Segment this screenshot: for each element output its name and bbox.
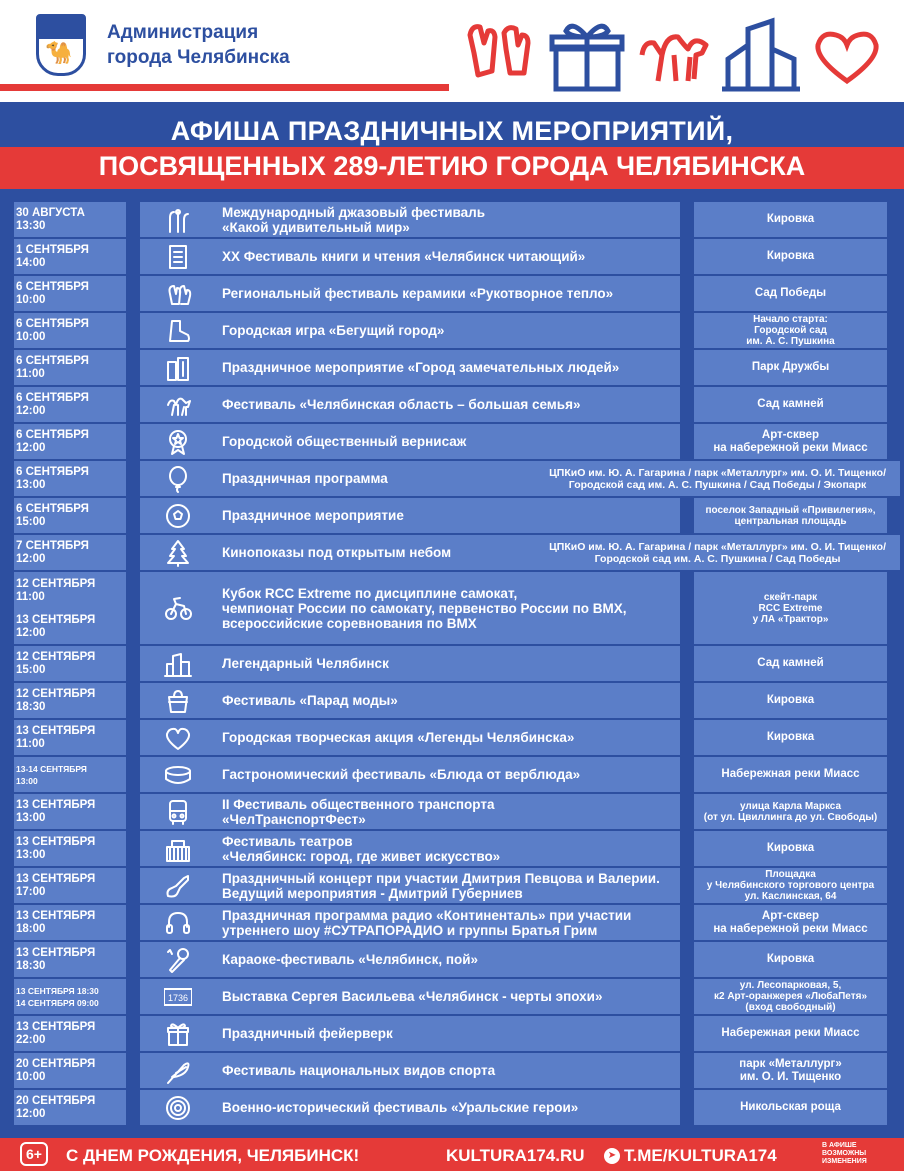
event-date: 13 СЕНТЯБРЯ 11:00 bbox=[16, 725, 96, 750]
event-venue: Площадка у Челябинского торгового центра ул. Каслинская, 64 bbox=[706, 869, 875, 902]
event-venue: ЦПКиО им. Ю. А. Гагарина / парк «Металлург» им. О. И. Тищенко/ Городской сад им. А. С. Пушкина / Сад Победы bbox=[549, 541, 886, 565]
poster-title-line2: ПОСВЯЩЕННЫХ 289-ЛЕТИЮ ГОРОДА ЧЕЛЯБИНСКА bbox=[98, 151, 806, 181]
event-row bbox=[0, 942, 904, 977]
event-title: Выставка Сергея Васильева «Челябинск - черты эпохи» bbox=[222, 989, 603, 1004]
event-date: 7 СЕНТЯБРЯ 12:00 bbox=[16, 540, 89, 565]
event-title: Гастрономический фестиваль «Блюда от верблюда» bbox=[222, 767, 581, 782]
event-title: Региональный фестиваль керамики «Рукотворное тепло» bbox=[222, 286, 614, 301]
telegram-icon: ➤ bbox=[604, 1148, 620, 1164]
event-row bbox=[0, 646, 904, 681]
event-title: Фестиваль «Челябинская область – большая семья» bbox=[222, 397, 581, 412]
target-icon bbox=[164, 1094, 192, 1122]
event-row bbox=[0, 794, 904, 829]
book-icon bbox=[164, 243, 192, 271]
event-date: 1 СЕНТЯБРЯ 14:00 bbox=[16, 244, 89, 269]
poster-title-line1: АФИША ПРАЗДНИЧНЫХ МЕРОПРИЯТИЙ, bbox=[170, 116, 734, 146]
event-title: Фестиваль «Парад моды» bbox=[222, 693, 398, 708]
website-link[interactable]: KULTURA174.RU bbox=[446, 1146, 585, 1165]
event-row bbox=[0, 239, 904, 274]
event-venue: Сад камней bbox=[757, 657, 824, 669]
event-venue: Кировка bbox=[766, 213, 815, 225]
event-row bbox=[0, 276, 904, 311]
event-venue: Сад камней bbox=[757, 398, 824, 410]
feather-icon bbox=[164, 1057, 192, 1085]
event-date: 13 СЕНТЯБРЯ 17:00 bbox=[16, 873, 96, 898]
age-rating-badge: 6+ bbox=[20, 1142, 48, 1166]
event-venue: Кировка bbox=[766, 953, 815, 965]
event-venue: Никольская роща bbox=[740, 1101, 841, 1113]
mittens-icon bbox=[470, 27, 528, 75]
changes-note bbox=[822, 1142, 902, 1166]
event-venue: скейт-парк RCC Extreme у ЛА «Трактор» bbox=[752, 592, 829, 625]
event-title: Военно-исторический фестиваль «Уральские герои» bbox=[222, 1100, 579, 1115]
event-venue: Набережная реки Миасс bbox=[721, 768, 860, 780]
event-venue: Кировка bbox=[766, 842, 815, 854]
event-venue: поселок Западный «Привилегия», центральная площадь bbox=[705, 505, 876, 527]
city-crest-icon: 🐪 bbox=[36, 14, 86, 76]
event-title: XX Фестиваль книги и чтения «Челябинск читающий» bbox=[222, 249, 586, 264]
org-line2: города Челябинска bbox=[107, 47, 290, 68]
balloon-icon bbox=[164, 465, 192, 493]
event-date: 13-14 СЕНТЯБРЯ 13:00 bbox=[16, 764, 87, 786]
event-title: Фестиваль театров «Челябинск: город, где живет искусство» bbox=[222, 834, 501, 864]
headphones-icon bbox=[164, 909, 192, 937]
city-icon bbox=[164, 650, 192, 678]
electric-guitar-icon bbox=[164, 872, 192, 900]
event-date: 6 СЕНТЯБРЯ 13:00 bbox=[16, 466, 89, 491]
event-date: 13 СЕНТЯБРЯ 12:00 bbox=[16, 614, 96, 639]
header-red-line bbox=[0, 84, 449, 91]
event-date: 13 СЕНТЯБРЯ 18:30 14 СЕНТЯБРЯ 09:00 bbox=[16, 986, 99, 1008]
changes-note-line: ВОЗМОЖНЫ bbox=[822, 1150, 867, 1157]
event-venue: Арт-сквер на набережной реки Миасс bbox=[713, 910, 868, 935]
event-date: 13 СЕНТЯБРЯ 13:00 bbox=[16, 836, 96, 861]
gift-icon bbox=[164, 1020, 192, 1048]
event-venue: парк «Металлург» им. О. И. Тищенко bbox=[739, 1058, 842, 1083]
buildings-icon bbox=[164, 354, 192, 382]
telegram-link[interactable]: T.ME/KULTURA174 bbox=[624, 1146, 777, 1165]
event-date: 6 СЕНТЯБРЯ 12:00 bbox=[16, 429, 89, 454]
bus-icon bbox=[164, 798, 192, 826]
event-row bbox=[0, 498, 904, 533]
event-row bbox=[0, 313, 904, 348]
event-title: Кубок RCC Extreme по дисциплине самокат, чемпионат России по самокату, первенство России по BMX, всероссийские соревнования по BMX bbox=[222, 586, 627, 631]
event-title: Праздничная программа радио «Континенталь» при участии утреннего шоу #СУТРАПОРАДИО и группы Братья Грим bbox=[222, 908, 632, 938]
event-title: Международный джазовый фестиваль «Какой удивительный мир» bbox=[222, 205, 486, 235]
event-date: 20 СЕНТЯБРЯ 12:00 bbox=[16, 1095, 96, 1120]
event-row bbox=[0, 424, 904, 459]
svg-text:1736: 1736 bbox=[167, 993, 189, 1003]
event-venue: Кировка bbox=[766, 731, 815, 743]
heart-icon bbox=[818, 34, 876, 81]
theatre-icon bbox=[164, 835, 192, 863]
event-date: 6 СЕНТЯБРЯ 12:00 bbox=[16, 392, 89, 417]
event-venue: ул. Лесопарковая, 5, к2 Арт-оранжерея «ЛюбаПетя» (вход свободный) bbox=[713, 980, 868, 1013]
event-date: 13 СЕНТЯБРЯ 18:30 bbox=[16, 947, 96, 972]
event-venue: Набережная реки Миасс bbox=[721, 1027, 860, 1039]
event-venue: ЦПКиО им. Ю. А. Гагарина / парк «Металлург» им. О. И. Тищенко/ Городской сад им. А. С. Пушкина / Сад Победы / Экопарк bbox=[549, 467, 886, 491]
event-row bbox=[0, 720, 904, 755]
event-date: 12 СЕНТЯБРЯ 15:00 bbox=[16, 651, 96, 676]
event-row bbox=[0, 1053, 904, 1088]
buildings-icon bbox=[722, 21, 800, 89]
event-venue: улица Карла Маркса (от ул. Цвиллинга до ул. Свободы) bbox=[703, 801, 878, 823]
org-title bbox=[107, 20, 290, 70]
event-title: Праздничное мероприятие «Город замечательных людей» bbox=[222, 360, 620, 375]
event-title: Праздничное мероприятие bbox=[222, 508, 404, 523]
org-line1: Администрация bbox=[107, 22, 259, 43]
camel-icon bbox=[164, 391, 192, 419]
event-venue: Сад Победы bbox=[754, 287, 827, 299]
event-title: Городской общественный вернисаж bbox=[222, 434, 467, 449]
event-row bbox=[0, 683, 904, 718]
event-row bbox=[0, 757, 904, 792]
event-venue: Кировка bbox=[766, 694, 815, 706]
event-row bbox=[0, 461, 904, 496]
changes-note-line: В АФИШЕ bbox=[822, 1142, 857, 1149]
event-title: Караоке-фестиваль «Челябинск, пой» bbox=[222, 952, 479, 967]
event-title: Праздничный фейерверк bbox=[222, 1026, 393, 1041]
ball-icon bbox=[164, 502, 192, 530]
event-date: 30 АВГУСТА 13:30 bbox=[16, 207, 85, 232]
event-date: 6 СЕНТЯБРЯ 10:00 bbox=[16, 281, 89, 306]
camel-icon bbox=[642, 37, 706, 81]
boot-icon bbox=[164, 317, 192, 345]
microphone-icon bbox=[164, 946, 192, 974]
heart-icon bbox=[164, 724, 192, 752]
event-venue: Арт-сквер на набережной реки Миасс bbox=[713, 429, 868, 454]
event-row bbox=[0, 1016, 904, 1051]
birthday-greeting: С ДНЕМ РОЖДЕНИЯ, ЧЕЛЯБИНСК! bbox=[66, 1146, 360, 1165]
event-venue: Начало старта: Городской сад им. А. С. Пушкина bbox=[746, 314, 835, 347]
event-date: 6 СЕНТЯБРЯ 11:00 bbox=[16, 355, 89, 380]
event-title: Праздничная программа bbox=[222, 471, 388, 486]
event-title: Городская игра «Бегущий город» bbox=[222, 323, 445, 338]
event-title: Городская творческая акция «Легенды Челябинска» bbox=[222, 730, 575, 745]
header-decor-icons bbox=[462, 15, 892, 95]
event-title: II Фестиваль общественного транспорта «ЧелТранспортФест» bbox=[222, 797, 495, 827]
event-row bbox=[0, 979, 904, 1014]
event-date: 12 СЕНТЯБРЯ 11:00 bbox=[16, 578, 96, 603]
event-row bbox=[0, 535, 904, 570]
event-title: Легендарный Челябинск bbox=[222, 656, 389, 671]
gift-box-icon bbox=[552, 26, 622, 89]
event-row bbox=[0, 202, 904, 237]
medal-icon bbox=[164, 428, 192, 456]
event-row bbox=[0, 868, 904, 903]
event-row bbox=[0, 905, 904, 940]
event-date: 13 СЕНТЯБРЯ 18:00 bbox=[16, 910, 96, 935]
event-date: 12 СЕНТЯБРЯ 18:30 bbox=[16, 688, 96, 713]
bag-icon bbox=[164, 687, 192, 715]
event-row bbox=[0, 387, 904, 422]
drum-icon bbox=[164, 761, 192, 789]
event-date: 20 СЕНТЯБРЯ 10:00 bbox=[16, 1058, 96, 1083]
event-date: 6 СЕНТЯБРЯ 15:00 bbox=[16, 503, 89, 528]
event-date: 13 СЕНТЯБРЯ 13:00 bbox=[16, 799, 96, 824]
event-title: Фестиваль национальных видов спорта bbox=[222, 1063, 496, 1078]
bike-icon bbox=[164, 594, 192, 622]
event-title: Праздничный концерт при участии Дмитрия Певцова и Валерии. Ведущий мероприятия - Дмитрий Губерниев bbox=[222, 871, 660, 901]
tree-icon bbox=[164, 539, 192, 567]
event-venue: Парк Дружбы bbox=[751, 361, 830, 373]
event-row bbox=[0, 350, 904, 385]
event-row bbox=[0, 1090, 904, 1125]
event-row bbox=[0, 831, 904, 866]
event-date: 13 СЕНТЯБРЯ 22:00 bbox=[16, 1021, 96, 1046]
mitten-icon bbox=[164, 280, 192, 308]
event-date: 6 СЕНТЯБРЯ 10:00 bbox=[16, 318, 89, 343]
header bbox=[0, 0, 904, 102]
changes-note-line: ИЗМЕНЕНИЯ bbox=[822, 1158, 867, 1165]
event-title: Кинопоказы под открытым небом bbox=[222, 545, 452, 560]
year-badge bbox=[164, 983, 192, 1011]
event-row bbox=[0, 572, 904, 644]
event-venue: Кировка bbox=[766, 250, 815, 262]
footer bbox=[0, 1138, 904, 1171]
guitar-icon bbox=[164, 206, 192, 234]
